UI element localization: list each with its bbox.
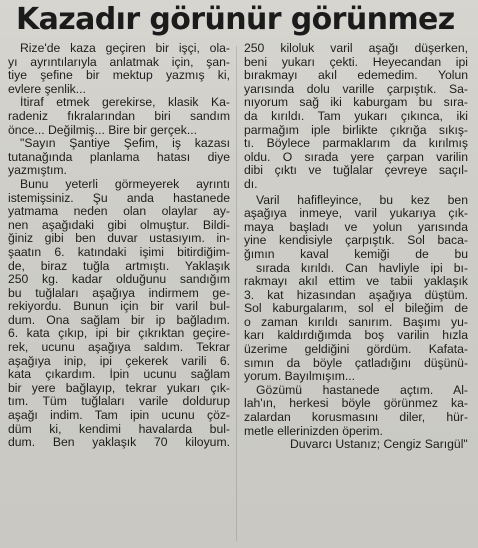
article-text-line: lah'ın, herkesi böyle görünmez ka- [244,397,468,411]
article-text-line: Sol kaburgalarım, sol el bileğim de [244,302,468,316]
article-text-line: bırakmayı akıl edemedim. Yolun [244,69,468,83]
article-text-line: üzerime geldiğini gördüm. Kafata- [244,343,468,357]
article-text-line: nen aşağıdaki gibi olmuştur. Bildi- [8,218,230,232]
article-text-line: Duvarcı Ustanız; Cengiz Sarıgül" [290,438,468,452]
article-text-line: aşağıya inmeye, varil yukarıya çık- [244,207,468,221]
article-text-line: Varil hafifleyince, bu kez ben [256,193,468,207]
article-text-line: İtiraf etmek gerekirse, klasik Ka- [20,96,230,110]
article-text-line: kata çıkardım. İpin ucunu sağlam [8,368,230,382]
article-text-line: rakmayı akıl ettim ve tabii yaklaşık [244,275,468,289]
article-text-line: yarısında dolu varille çarpıştık. Sa- [244,82,468,96]
article-text-line: aşağı indim. Tam ipin ucunu çöz- [8,409,230,423]
article-text-line: de, biraz tuğla artmıştı. Yaklaşık [8,259,230,273]
article-text-line: Bunu yeterli görmeyerek ayrıntı [20,177,230,191]
article-text-line: dı. [244,177,258,191]
article-text-line: parmağım iple birlikte çıkrığa sıkış- [244,123,468,137]
article-text-line: bir yere bağlayıp, tekrar yukarı çık- [8,381,230,395]
article-text-line: o zaman kırıldı sanırım. Başımı yu- [244,315,468,329]
article-text-line: tiye şefine bir mektup yazmış ki, [8,69,230,83]
article-text-line: tım. Tüm tuğlaları varile doldurup [8,395,230,409]
article-text-line: 3. kat hizasından aşağıya düştüm. [244,288,468,302]
article-text-line: sımın da böyle çatladığını düşünü- [244,356,468,370]
article-text-line: ğiniz gibi ben duvar ustasıyım. in- [8,232,230,246]
article-text-line: dibi çıktı ve tuğlalar çevreye saçıl- [244,164,468,178]
article-text-line: karı kaldırdığımda boş varilin hızla [244,329,468,343]
article-text-line: yine kendisiyle çarpıştık. Sol baca- [244,234,468,248]
article-text-line: aşağıya inip, ipi çekerek varili 6. [8,354,230,368]
article-text-line: maya başladı ve yolun yarısında [244,220,468,234]
article-text-line: şaatın 6. katındaki işimi bitirdiğim- [8,245,230,259]
article-text-line: Gözümü hastanede açtım. Al- [256,383,468,397]
article-text-line: tı. Böylece parmaklarım da kırılmış [244,137,468,151]
article-text-line: oldu. O sırada yere çarpan varilin [244,150,468,164]
article-left-column [8,42,230,450]
article-text-line: yazmıştım. [8,164,67,178]
article-text-line: evlere şenlik... [8,82,86,96]
article-text-line: nıyorum sağ iki kaburgam bu sıra- [244,96,468,110]
article-text-line: yı ayrıntılarıyla anlatmak için, şan- [8,55,230,69]
article-text-line: istemişsiniz. Şu anda hastanede [8,191,230,205]
article-text-line: rek, ucunu aşağıya saldım. Tekrar [8,341,230,355]
article-text-line: beni yukarı çekti. Heyecandan ipi [244,55,468,69]
article-text-line: sırada kırıldı. Can havliyle ipi bı- [256,261,468,275]
article-text-line: tutanağında planlama hatası diye [8,150,230,164]
article-text-line: radeniz fıkralarından biri sandım [8,109,230,123]
article-text-line: düm ki, kendimi havalarda bul- [8,422,230,436]
article-text-line: "Sayın Şantiye Şefim, iş kazası [20,137,230,151]
article-text-line: yorum. Bayılmışım... [244,370,356,384]
article-text-line: ğımın kaval kemiği de bu [244,247,468,261]
article-text-line: 250 kiloluk varil aşağı düşerken, [244,42,468,55]
article-right-column [244,42,468,452]
article-text-line: 250 kg. kadar olduğunu sandığım [8,273,230,287]
article-text-line: dum. Ben yaklaşık 70 kiloyum. [8,436,230,450]
article-text-line: metle ellerinizden öperim. [244,424,383,438]
article-text-line: 6. kata çıkıp, ipi bir çıkrıktan geçire- [8,327,230,341]
article-text-line: zalardan korusmasını diler, hür- [244,411,468,425]
article-text-line: bu tuğlaları aşağıya indirmem ge- [8,286,230,300]
article-text-line: yatmama neden olan olaylar ay- [8,205,230,219]
article-text-line: rekiyordu. Bunun için bir varil bul- [8,300,230,314]
article-headline: Kazadır görünür görünmez [16,2,455,37]
article-text-line: Rize'de kaza geçiren bir işçi, ola- [20,42,230,55]
article-text-line: dum. Ona sağlam bir ip bağladım. [8,313,230,327]
column-divider [236,46,237,541]
article-text-line: önce... Değilmiş... Bire bir gerçek... [8,123,197,137]
article-text-line: da kırıldı. Tam yukarı çıkınca, iki [244,109,468,123]
